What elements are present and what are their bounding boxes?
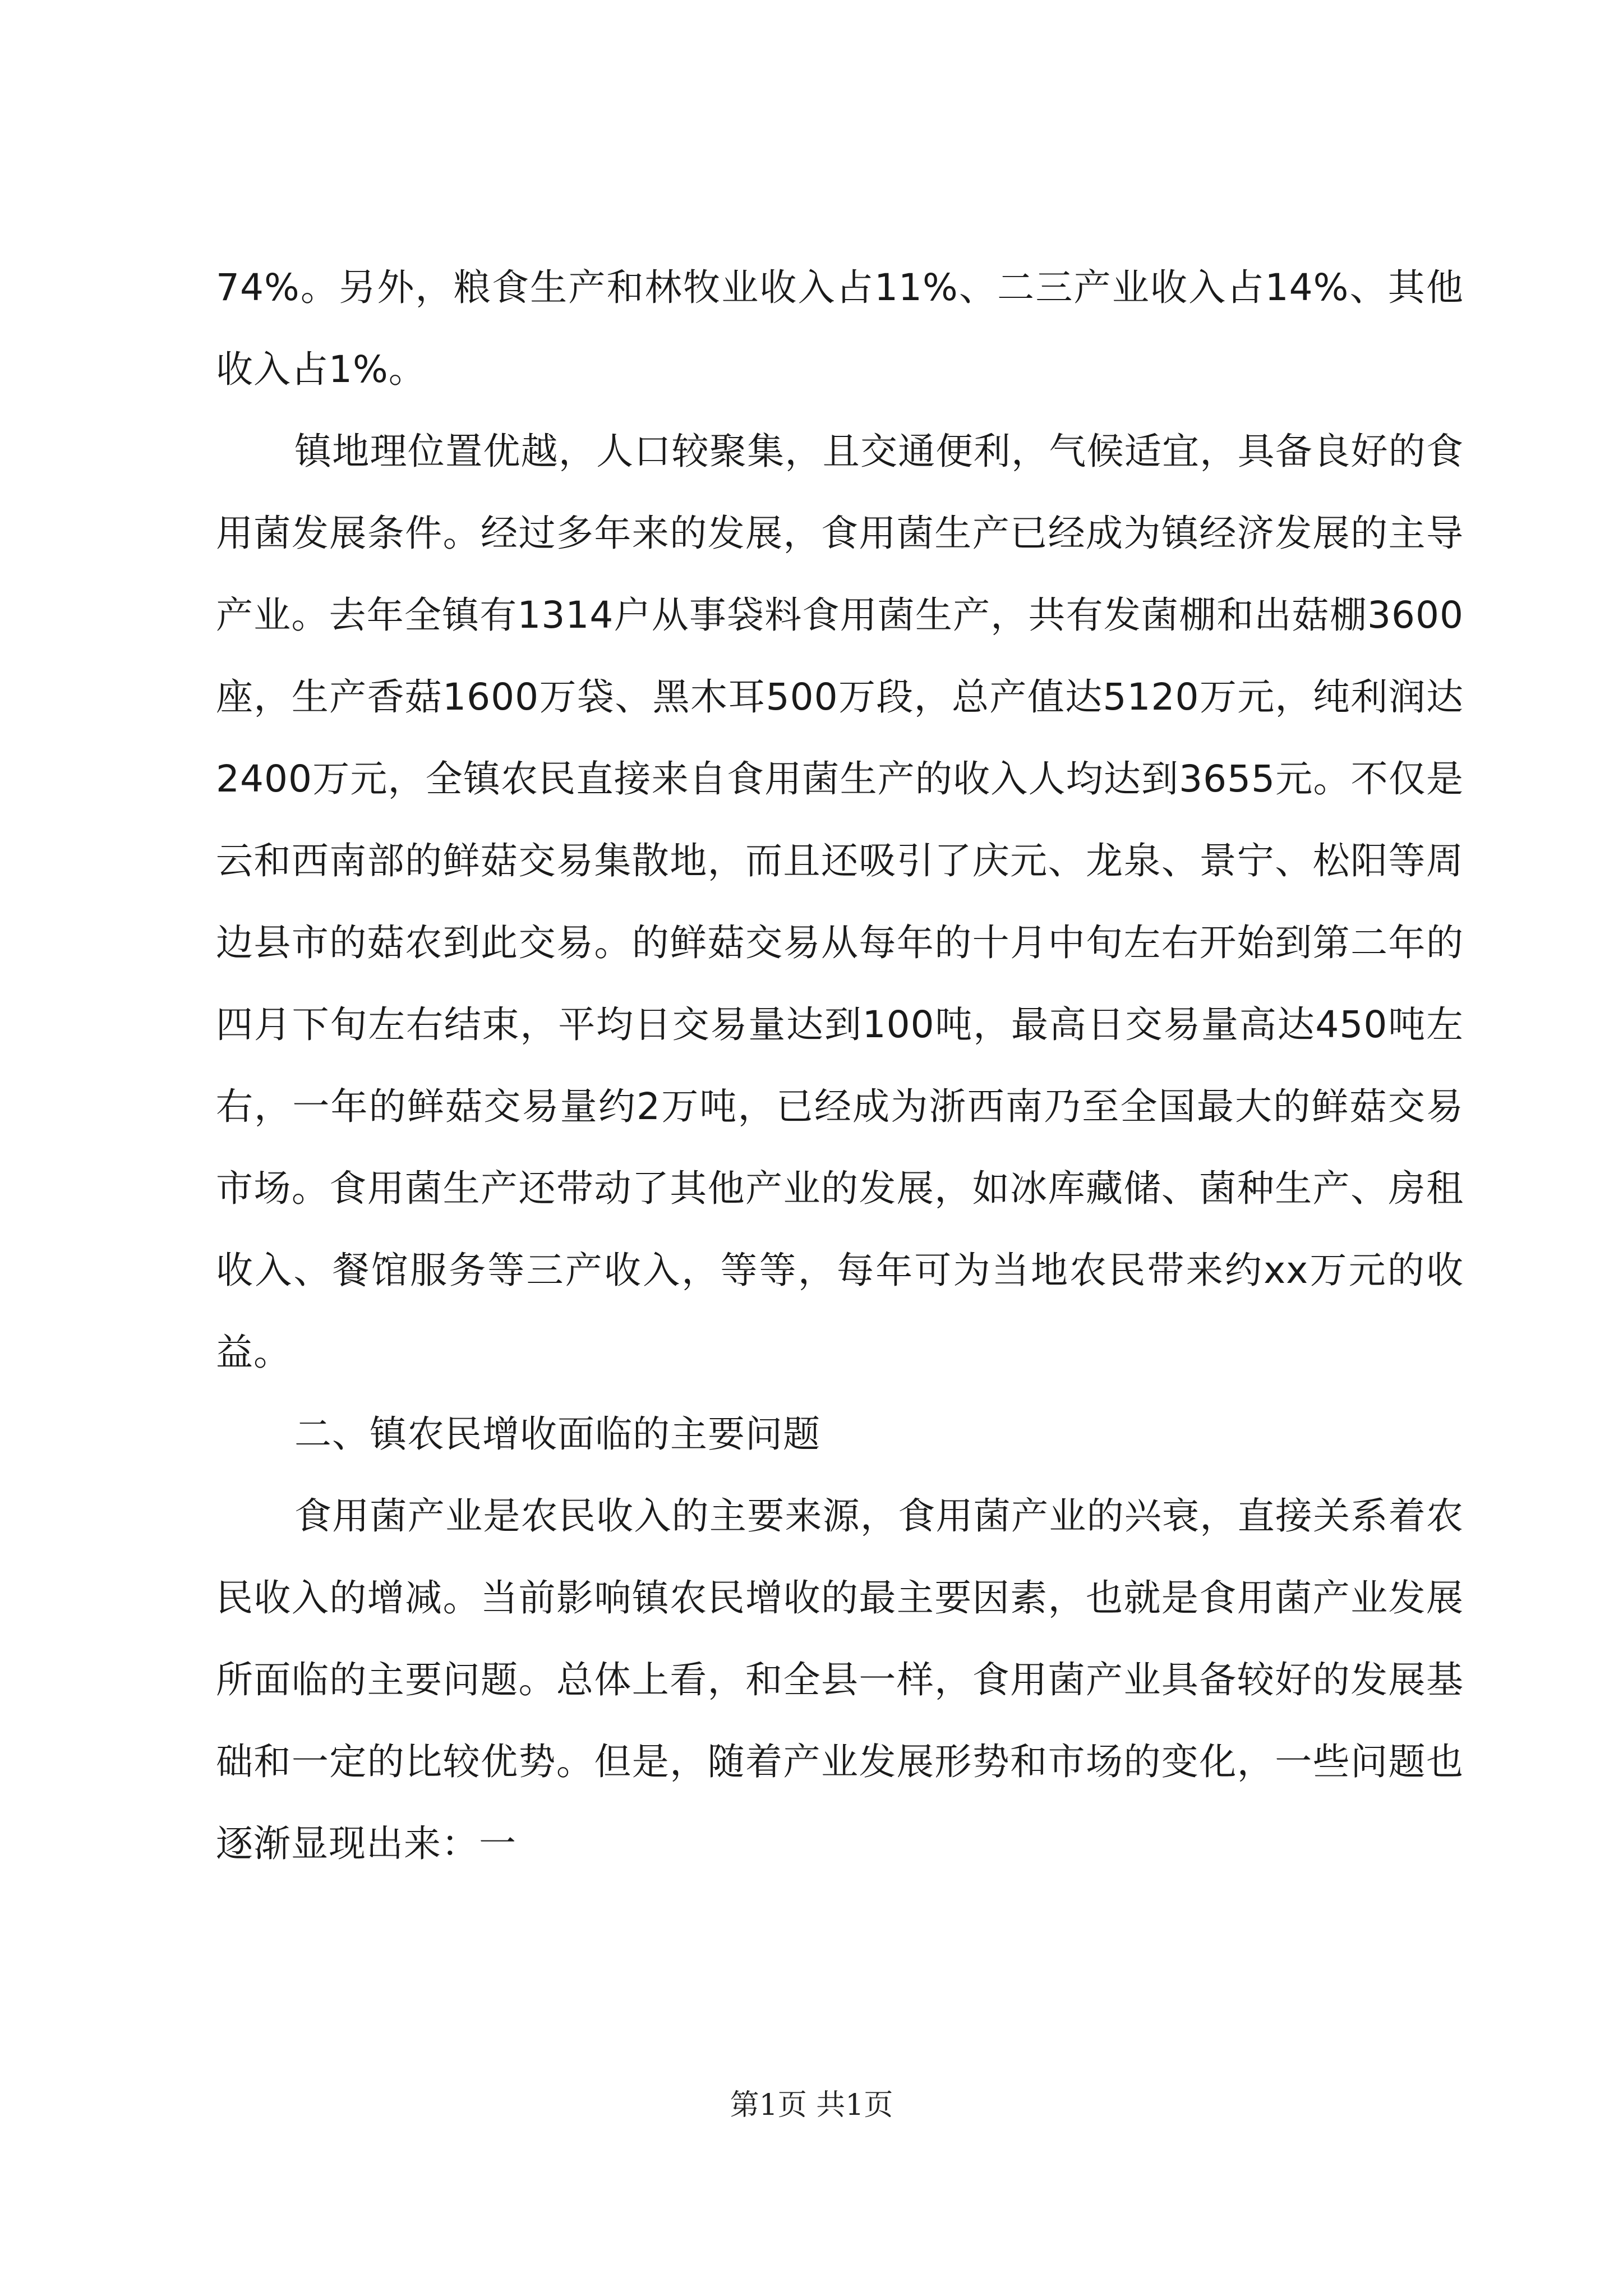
page-footer: 第1页 共1页 — [730, 2088, 893, 2122]
paragraph-continuation: 74%。另外，粮食生产和林牧业收入占11%、二三产业收入占14%、其他收入占1%。 — [216, 266, 1464, 391]
document-body — [216, 247, 1464, 1885]
paragraph-main-problems: 食用菌产业是农民收入的主要来源，食用菌产业的兴衰，直接关系着农民收入的增减。当前影响镇农民增收的最主要因素，也就是食用菌产业发展所面临的主要问题。总体上看，和全县一样，食用菌产业具备较好的发展基础和一定的比较优势。但是，随着产业发展形势和市场的变化，一些问题也逐渐显现出来：一 — [216, 1494, 1464, 1865]
paragraph-town-overview: 镇地理位置优越，人口较聚集，且交通便利，气候适宜，具备良好的食用菌发展条件。经过多年来的发展，食用菌生产已经成为镇经济发展的主导产业。去年全镇有1314户从事袋料食用菌生产，共有发菌棚和出菇棚3600座，生产香菇1600万袋、黑木耳500万段，总产值达5120万元，纯利润达2400万元，全镇农民直接来自食用菌生产的收入人均达到3655元。不仅是云和西南部的鲜菇交易集散地，而且还吸引了庆元、龙泉、景宁、松阳等周边县市的菇农到此交易。的鲜菇交易从每年的十月中旬左右开始到第二年的四月下旬左右结束，平均日交易量达到100吨，最高日交易量高达450吨左右，一年的鲜菇交易量约2万吨，已经成为浙西南乃至全国最大的鲜菇交易市场。食用菌生产还带动了其他产业的发展，如冰库藏储、菌种生产、房租收入、餐馆服务等三产收入，等等，每年可为当地农民带来约xx万元的收益。 — [216, 430, 1464, 1374]
section-heading: 二、镇农民增收面临的主要问题 — [294, 1412, 820, 1456]
